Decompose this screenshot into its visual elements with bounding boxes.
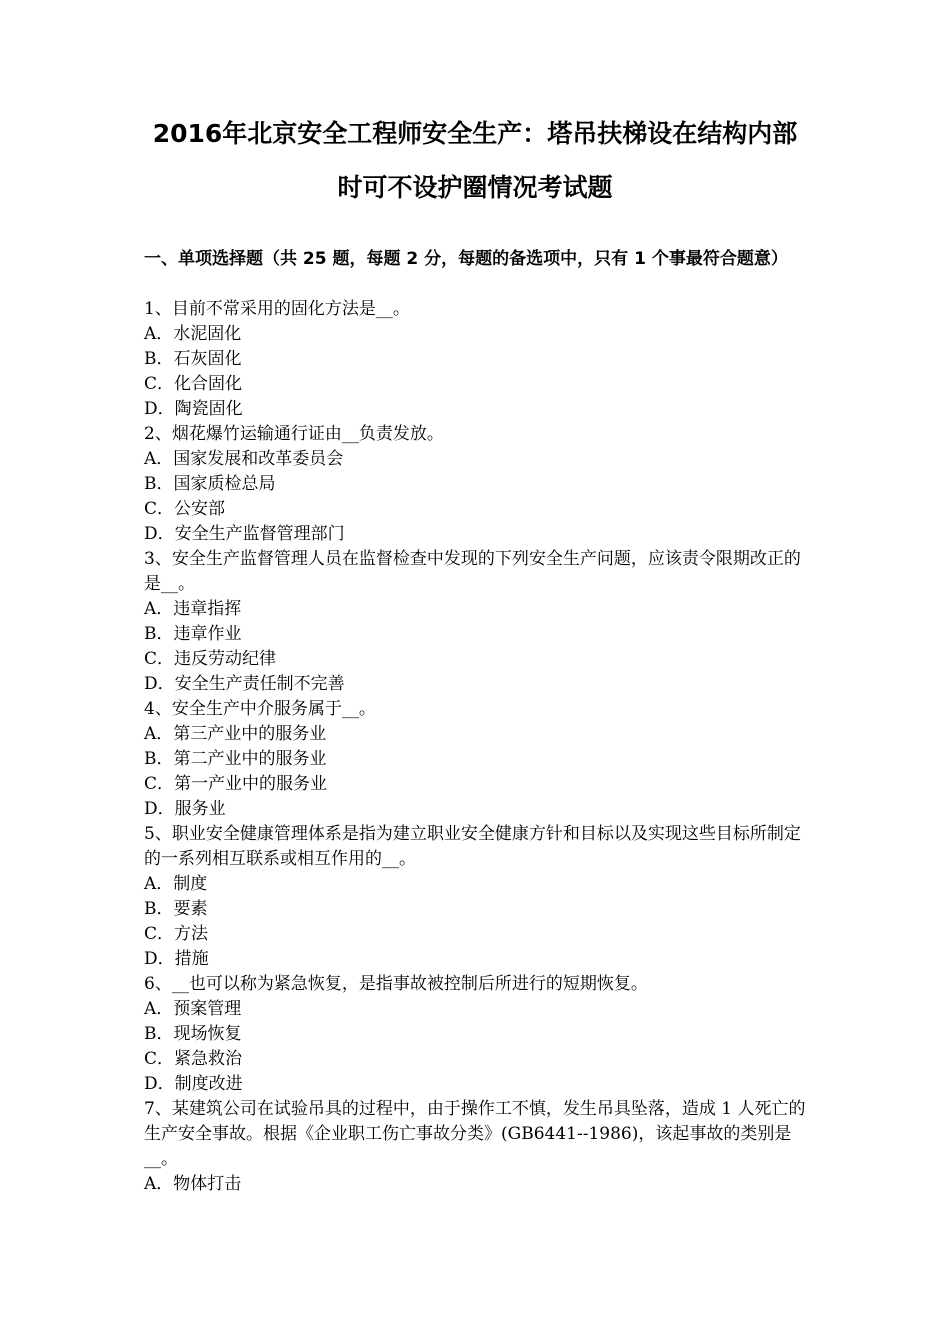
option-d: D．服务业 <box>144 799 226 819</box>
option-d: D．措施 <box>144 949 209 969</box>
question-3 <box>144 547 808 697</box>
question-6 <box>144 972 808 1097</box>
question-2 <box>144 422 808 547</box>
option-c: C．化合固化 <box>144 374 243 394</box>
option-b: B．第二产业中的服务业 <box>144 749 327 769</box>
option-b: B．石灰固化 <box>144 349 242 369</box>
question-stem: 4、安全生产中介服务属于__。 <box>144 699 376 719</box>
option-a: A．违章指挥 <box>144 599 242 619</box>
question-stem: 7、某建筑公司在试验吊具的过程中，由于操作工不慎，发生吊具坠落，造成 1 人死亡的生产安全事故。根据《企业职工伤亡事故分类》(GB6441--1986)，该起事故的类别是__。 <box>144 1099 806 1169</box>
question-1 <box>144 297 808 422</box>
option-c: C．方法 <box>144 924 209 944</box>
question-7 <box>144 1097 808 1197</box>
option-a: A．制度 <box>144 874 208 894</box>
document-title-line-2: 时可不设护圈情况考试题 <box>337 173 613 202</box>
question-5 <box>144 822 808 972</box>
option-c: C．违反劳动纪律 <box>144 649 277 669</box>
question-4 <box>144 697 808 822</box>
option-a: A．国家发展和改革委员会 <box>144 449 344 469</box>
option-c: C．紧急救治 <box>144 1049 243 1069</box>
question-stem: 3、安全生产监督管理人员在监督检查中发现的下列安全生产问题，应该责令限期改正的是__。 <box>144 549 801 594</box>
option-a: A．预案管理 <box>144 999 242 1019</box>
option-c: C．第一产业中的服务业 <box>144 774 328 794</box>
option-b: B．要素 <box>144 899 208 919</box>
option-d: D．制度改进 <box>144 1074 243 1094</box>
question-stem: 2、烟花爆竹运输通行证由__负责发放。 <box>144 424 444 444</box>
question-stem: 5、职业安全健康管理体系是指为建立职业安全健康方针和目标以及实现这些目标所制定的一系列相互联系或相互作用的__。 <box>144 824 801 869</box>
option-b: B．现场恢复 <box>144 1024 242 1044</box>
option-a: A．水泥固化 <box>144 324 242 344</box>
option-a: A．物体打击 <box>144 1174 242 1194</box>
question-stem: 1、目前不常采用的固化方法是__。 <box>144 299 410 319</box>
option-d: D．陶瓷固化 <box>144 399 243 419</box>
document-title-line-1: 2016年北京安全工程师安全生产：塔吊扶梯设在结构内部 <box>152 119 798 148</box>
option-a: A．第三产业中的服务业 <box>144 724 327 744</box>
option-b: B．国家质检总局 <box>144 474 276 494</box>
option-c: C．公安部 <box>144 499 226 519</box>
option-d: D．安全生产监督管理部门 <box>144 524 345 544</box>
question-list <box>144 297 808 1197</box>
question-stem: 6、__也可以称为紧急恢复，是指事故被控制后所进行的短期恢复。 <box>144 974 648 994</box>
section-heading: 一、单项选择题（共 25 题，每题 2 分，每题的备选项中，只有 1 个事最符合题意） <box>144 249 788 269</box>
option-d: D．安全生产责任制不完善 <box>144 674 345 694</box>
option-b: B．违章作业 <box>144 624 242 644</box>
